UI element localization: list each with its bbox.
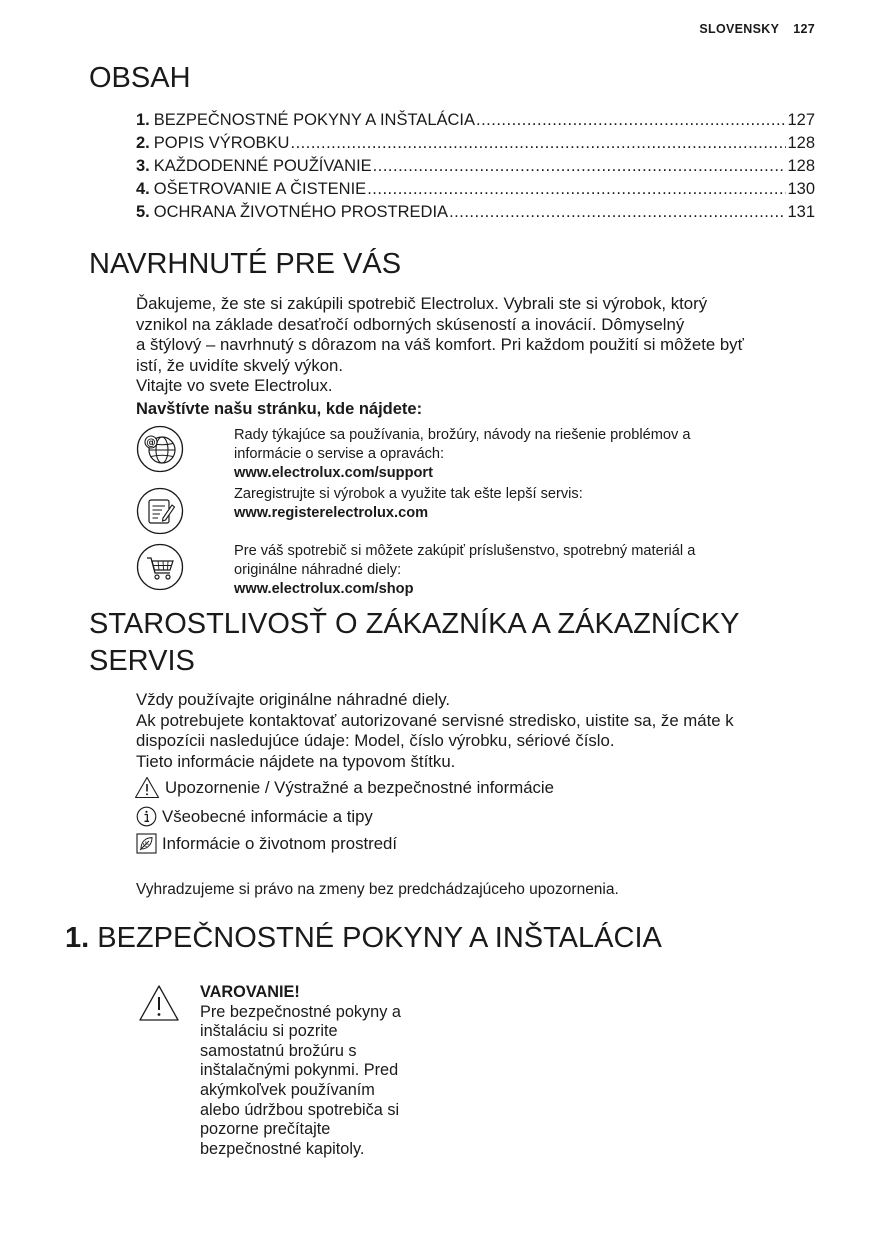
warning-icon <box>138 984 180 1022</box>
toc-entry[interactable] <box>136 203 815 226</box>
page-header <box>699 22 815 36</box>
warning-line: samostatnú brožúru s <box>200 1041 357 1060</box>
link-description: informácie o servise a opravách: <box>234 446 445 462</box>
toc-entry-page: 131 <box>787 203 815 221</box>
care-line: Tieto informácie nájdete na typovom štítku. <box>136 751 456 771</box>
toc-entry-number: 1. <box>136 111 150 129</box>
link-description: Zaregistrujte si výrobok a využite tak ešte lepší servis: <box>234 486 583 502</box>
shop-link-block <box>234 542 794 599</box>
toc-entry-label: OŠETROVANIE A ČISTENIE <box>153 180 367 198</box>
toc-leader-dots <box>290 134 786 153</box>
toc-leader-dots <box>367 180 786 199</box>
toc-entry-page: 127 <box>787 111 815 129</box>
toc-entry-label: BEZPEČNOSTNÉ POKYNY A INŠTALÁCIA <box>153 111 475 129</box>
toc-entry-label: KAŽDODENNÉ POUŽÍVANIE <box>153 157 372 175</box>
toc-entry-number: 5. <box>136 203 150 221</box>
toc-entry-number: 4. <box>136 180 150 198</box>
legend-info <box>136 806 373 827</box>
warning-line: akýmkoľvek používaním <box>200 1080 375 1099</box>
page-number: 127 <box>793 22 815 36</box>
register-url-link[interactable]: www.registerelectrolux.com <box>234 505 429 521</box>
globe-icon <box>136 425 184 473</box>
toc-entry[interactable] <box>136 157 815 180</box>
section-title: BEZPEČNOSTNÉ POKYNY A INŠTALÁCIA <box>97 922 662 954</box>
toc-title: OBSAH <box>89 62 191 94</box>
register-icon <box>136 487 184 535</box>
toc-entry-label: POPIS VÝROBKU <box>153 134 290 152</box>
toc-entry-label: OCHRANA ŽIVOTNÉHO PROSTREDIA <box>153 203 449 221</box>
warning-line: Pre bezpečnostné pokyny a <box>200 1002 401 1021</box>
legend-label: Upozornenie / Výstražné a bezpečnostné informácie <box>165 777 554 797</box>
svg-text:@: @ <box>146 437 156 449</box>
legend-warning <box>134 776 554 799</box>
care-line: Ak potrebujete kontaktovať autorizované servisné stredisko, uistite sa, že máte k <box>136 710 734 730</box>
warning-title: VAROVANIE! <box>200 983 300 1001</box>
intro-line: Ďakujeme, že ste si zakúpili spotrebič Electrolux. Vybrali ste si výrobok, ktorý <box>136 294 708 313</box>
link-description: Rady týkajúce sa používania, brožúry, návody na riešenie problémov a <box>234 427 691 443</box>
link-description: Pre váš spotrebič si môžete zakúpiť príslušenstvo, spotrebný materiál a <box>234 543 696 559</box>
warning-box <box>200 983 440 1159</box>
toc-entry[interactable] <box>136 111 815 134</box>
warning-line: alebo údržbou spotrebiča si <box>200 1100 400 1119</box>
safety-section-title <box>65 922 662 955</box>
info-icon <box>136 806 157 827</box>
toc-entry[interactable] <box>136 180 815 203</box>
care-line: Vždy používajte originálne náhradné diely. <box>136 690 451 709</box>
toc-leader-dots <box>476 111 786 130</box>
intro-line: a štýlový – navrhnutý s dôrazom na váš komfort. Pri každom použití si môžete byť <box>136 335 744 354</box>
support-url-link[interactable]: www.electrolux.com/support <box>234 465 433 481</box>
legend-label: Všeobecné informácie a tipy <box>162 806 373 826</box>
customer-care-title-line: SERVIS <box>89 645 195 677</box>
toc-entry[interactable] <box>136 134 815 157</box>
toc-entry-number: 3. <box>136 157 150 175</box>
customer-care-text <box>136 690 836 772</box>
toc-leader-dots <box>449 203 786 222</box>
warning-line: bezpečnostné kapitoly. <box>200 1139 365 1158</box>
intro-line: Vitajte vo svete Electrolux. <box>136 376 333 395</box>
leaf-icon <box>136 833 157 854</box>
warning-icon <box>134 776 160 799</box>
toc-leader-dots <box>373 157 787 176</box>
link-description: originálne náhradné diely: <box>234 562 402 578</box>
register-link-block <box>234 485 794 523</box>
toc-entry-page: 128 <box>787 157 815 175</box>
reserve-notice: Vyhradzujeme si právo na zmeny bez predchádzajúceho upozornenia. <box>136 881 619 898</box>
intro-line: istí, že uvidíte skvelý výkon. <box>136 355 344 375</box>
toc-entry-number: 2. <box>136 134 150 152</box>
warning-line: inštaláciu si pozrite <box>200 1022 338 1041</box>
legend-environment <box>136 833 397 854</box>
designed-title: NAVRHNUTÉ PRE VÁS <box>89 248 402 280</box>
toc-entry-page: 130 <box>787 180 815 198</box>
warning-line: pozorne prečítajte <box>200 1120 331 1139</box>
table-of-contents <box>136 111 815 226</box>
warning-line: inštalačnými pokynmi. Pred <box>200 1061 399 1080</box>
intro-line: vznikol na základe desaťročí odborných skúseností a inovácií. Dômyselný <box>136 314 685 334</box>
legend-label: Informácie o životnom prostredí <box>162 833 398 853</box>
visit-label: Navštívte našu stránku, kde nájdete: <box>136 400 423 418</box>
care-line: dispozícii nasledujúce údaje: Model, číslo výrobku, sériové číslo. <box>136 731 615 750</box>
cart-icon <box>136 543 184 591</box>
customer-care-title <box>89 606 809 680</box>
toc-entry-page: 128 <box>787 134 815 152</box>
customer-care-title-line: STAROSTLIVOSŤ O ZÁKAZNÍKA A ZÁKAZNÍCKY <box>89 608 740 640</box>
shop-url-link[interactable]: www.electrolux.com/shop <box>234 581 414 597</box>
support-link-block <box>234 426 794 483</box>
section-number: 1. <box>65 922 90 954</box>
language-label: SLOVENSKY <box>699 22 780 36</box>
designed-intro <box>136 294 826 397</box>
